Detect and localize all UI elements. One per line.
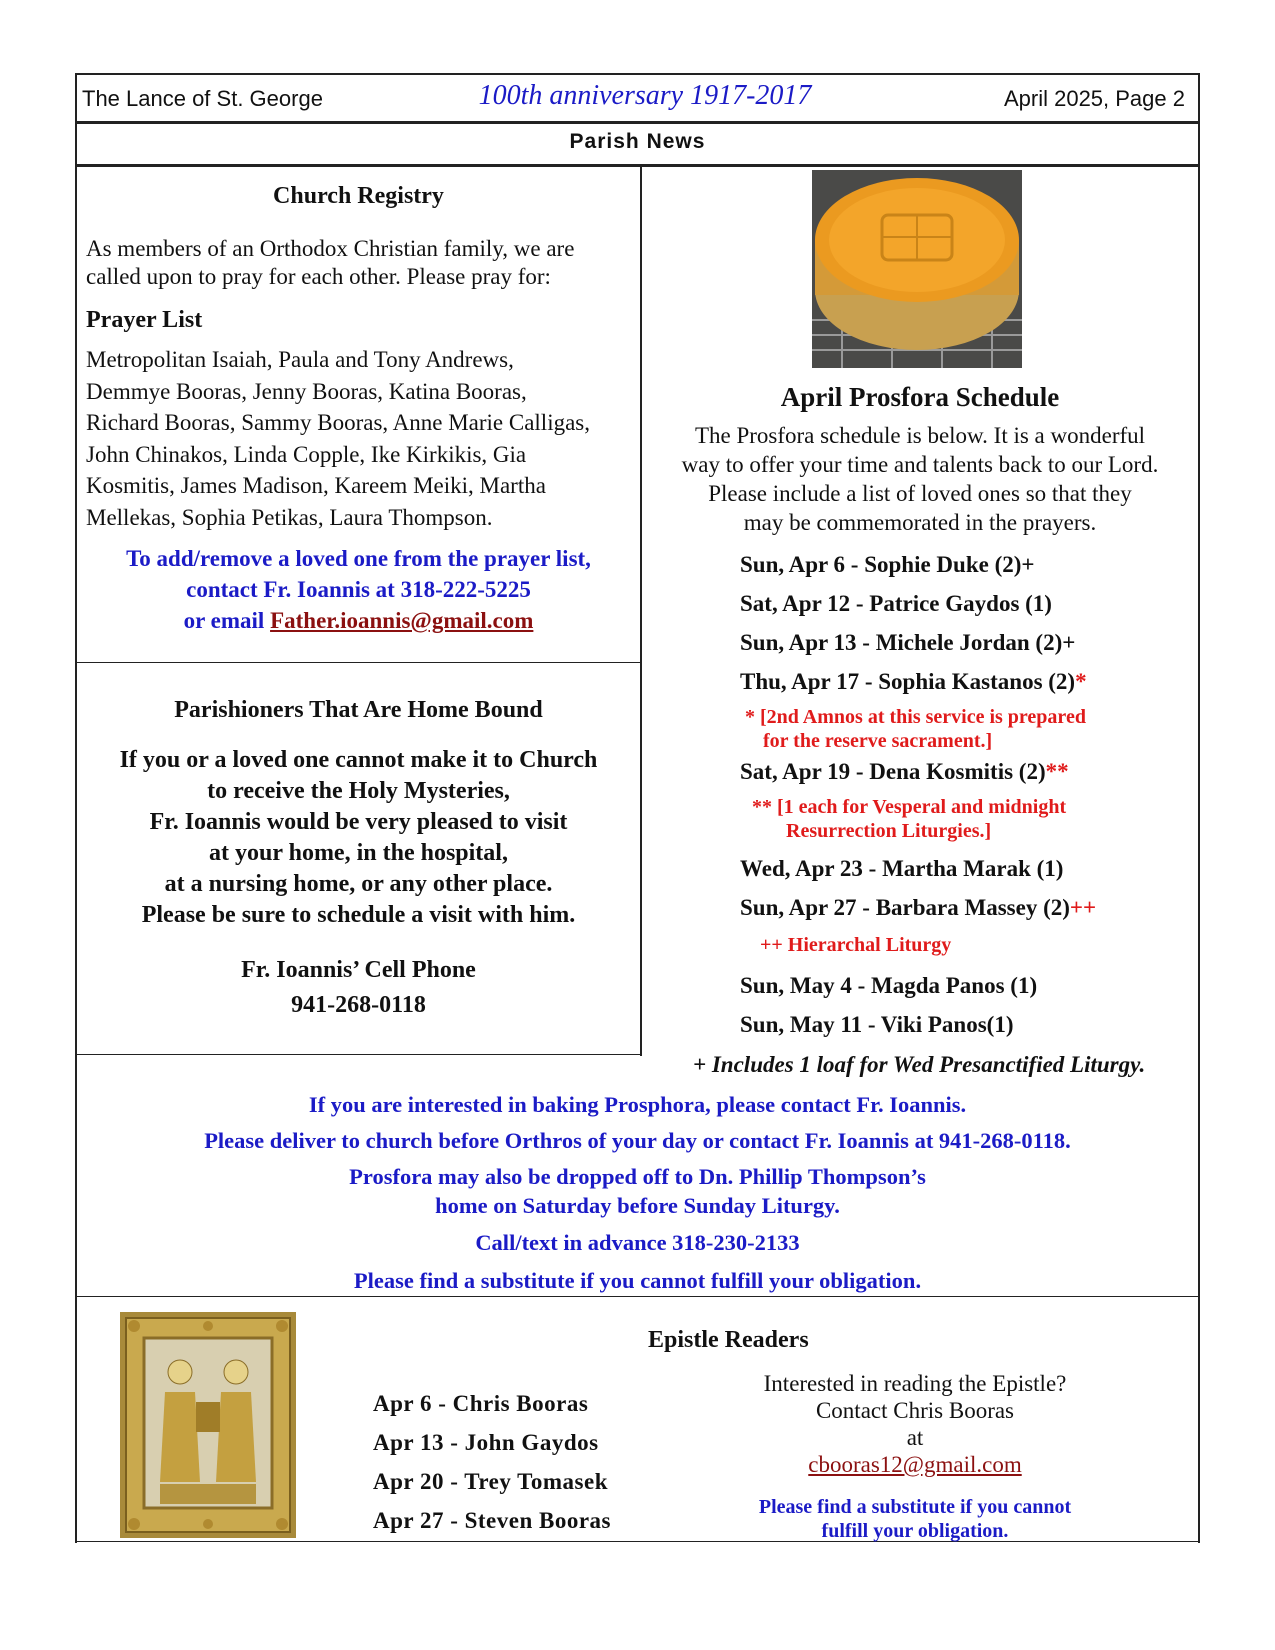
schedule-row: Wed, Apr 23 - Martha Marak (1)	[740, 856, 1064, 881]
header-divider	[75, 121, 1200, 124]
registry-intro: As members of an Orthodox Christian family, we are called upon to pray for each other. Please pray for:	[86, 236, 575, 289]
section-title: Parish News	[569, 130, 706, 153]
epistle-contact	[715, 1370, 1115, 1478]
homebound-line: at a nursing home, or any other place.	[164, 871, 553, 897]
note-double-star: ** [1 each for Vesperal and midnight Resurrection Liturgies.]	[752, 796, 1067, 842]
section-divider	[75, 164, 1200, 167]
epistle-reader: Apr 6 - Chris Booras	[373, 1391, 589, 1416]
baking-line: If you are interested in baking Prosphora, please contact Fr. Ioannis.	[308, 1092, 967, 1117]
epistle-contact-line: at	[906, 1425, 924, 1450]
homebound-line: at your home, in the hospital,	[209, 840, 508, 866]
anniversary-banner: 100th anniversary 1917-2017	[478, 80, 812, 111]
note-plus-plus: ++ Hierarchal Liturgy	[760, 934, 952, 956]
note-star: * [2nd Amnos at this service is prepared for the reserve sacrament.]	[745, 706, 1086, 752]
prayer-line: Mellekas, Sophia Petikas, Laura Thompson.	[86, 504, 493, 530]
baking-line: Please deliver to church before Orthros of your day or contact Fr. Ioannis at 941-268-0118.	[204, 1128, 1071, 1153]
baking-line: Please find a substitute if you cannot fulfill your obligation.	[353, 1268, 922, 1293]
epistle-reader: Apr 27 - Steven Booras	[373, 1508, 612, 1533]
schedule-row: Sat, Apr 12 - Patrice Gaydos (1)	[740, 591, 1052, 616]
prosfora-intro-line: The Prosfora schedule is below. It is a wonderful	[694, 423, 1146, 448]
baking-line: home on Saturday before Sunday Liturgy.	[435, 1193, 840, 1218]
prayer-list	[86, 344, 590, 533]
column-divider	[640, 166, 642, 1056]
prayer-line: John Chinakos, Linda Copple, Ike Kirkikis, Gia	[86, 441, 527, 467]
baking-line: Prosfora may also be dropped off to Dn. Phillip Thompson’s	[349, 1164, 926, 1189]
homebound-line: Please be sure to schedule a visit with him.	[141, 902, 576, 928]
prayer-contact-line: contact Fr. Ioannis at 318-222-5225	[186, 577, 531, 602]
prayer-contact-line: To add/remove a loved one from the prayer list,	[126, 546, 591, 571]
prayer-line: Richard Booras, Sammy Booras, Anne Marie Calligas,	[86, 410, 591, 435]
homebound-line: to receive the Holy Mysteries,	[207, 778, 510, 804]
baking-line: Call/text in advance 318-230-2133	[475, 1230, 800, 1255]
homebound-title: Parishioners That Are Home Bound	[174, 697, 543, 723]
epistle-readers	[373, 1384, 611, 1540]
epistle-contact-line: Contact Chris Booras	[815, 1398, 1015, 1423]
homebound-text	[77, 745, 640, 931]
phone-label: Fr. Ioannis’ Cell Phone	[241, 957, 476, 983]
epistle-substitute: Please find a substitute if you cannot fulfill your obligation.	[758, 1496, 1072, 1542]
gospel-book-image	[120, 1312, 296, 1538]
prosfora-intro-line: Please include a list of loved ones so that they	[708, 481, 1132, 506]
left-box-divider	[77, 662, 640, 663]
schedule-row: Sun, Apr 6 - Sophie Duke (2)+	[740, 552, 1035, 577]
prayer-contact-prefix: or email	[183, 608, 271, 633]
prayer-contact	[77, 543, 640, 636]
frame-top	[75, 73, 1200, 75]
schedule-row: Sun, Apr 13 - Michele Jordan (2)+	[740, 630, 1076, 655]
left-box-bottom	[75, 1054, 642, 1055]
issue-info: April 2025, Page 2	[1003, 86, 1185, 111]
homebound-line: Fr. Ioannis would be very pleased to visit	[149, 809, 568, 835]
schedule-row: Thu, Apr 17 - Sophia Kastanos (2)*	[740, 669, 1087, 694]
baking-info	[77, 1090, 1198, 1295]
registry-title: Church Registry	[273, 183, 444, 209]
homebound-phone-block	[77, 953, 640, 1023]
epistle-reader: Apr 20 - Trey Tomasek	[373, 1469, 608, 1494]
epistle-reader: Apr 13 - John Gaydos	[373, 1430, 599, 1455]
schedule-row: Sun, May 4 - Magda Panos (1)	[740, 973, 1038, 998]
prayer-line: Kosmitis, James Madison, Kareem Meiki, Martha	[86, 473, 546, 498]
schedule-row: Sun, May 11 - Viki Panos(1)	[740, 1012, 1014, 1037]
prayer-list-title: Prayer List	[86, 307, 203, 333]
epistle-contact-line: Interested in reading the Epistle?	[763, 1371, 1067, 1396]
prosfora-intro	[650, 421, 1190, 537]
phone-number: 941-268-0118	[291, 992, 426, 1018]
epistle-title: Epistle Readers	[648, 1327, 809, 1353]
email-link[interactable]: Father.ioannis@gmail.com	[270, 608, 534, 633]
newsletter-name: The Lance of St. George	[82, 86, 323, 111]
prosfora-intro-line: may be commemorated in the prayers.	[743, 510, 1097, 535]
schedule-row: Sat, Apr 19 - Dena Kosmitis (2)**	[740, 759, 1069, 784]
prayer-contact-line	[77, 605, 640, 636]
prosfora-intro-line: way to offer your time and talents back to our Lord.	[681, 452, 1159, 477]
prayer-line: Metropolitan Isaiah, Paula and Tony Andrews,	[86, 347, 514, 372]
prayer-line: Demmye Booras, Jenny Booras, Katina Booras,	[86, 378, 527, 404]
baking-divider	[75, 1296, 1200, 1297]
prosfora-title: April Prosfora Schedule	[780, 382, 1060, 412]
bread-image	[812, 170, 1022, 368]
frame-right	[1198, 73, 1200, 1543]
schedule-footnote: + Includes 1 loaf for Wed Presanctified Liturgy.	[693, 1052, 1146, 1077]
schedule-row: Sun, Apr 27 - Barbara Massey (2)++	[740, 895, 1097, 920]
epistle-email-link[interactable]: cbooras12@gmail.com	[808, 1452, 1022, 1477]
homebound-line: If you or a loved one cannot make it to Church	[119, 747, 598, 773]
